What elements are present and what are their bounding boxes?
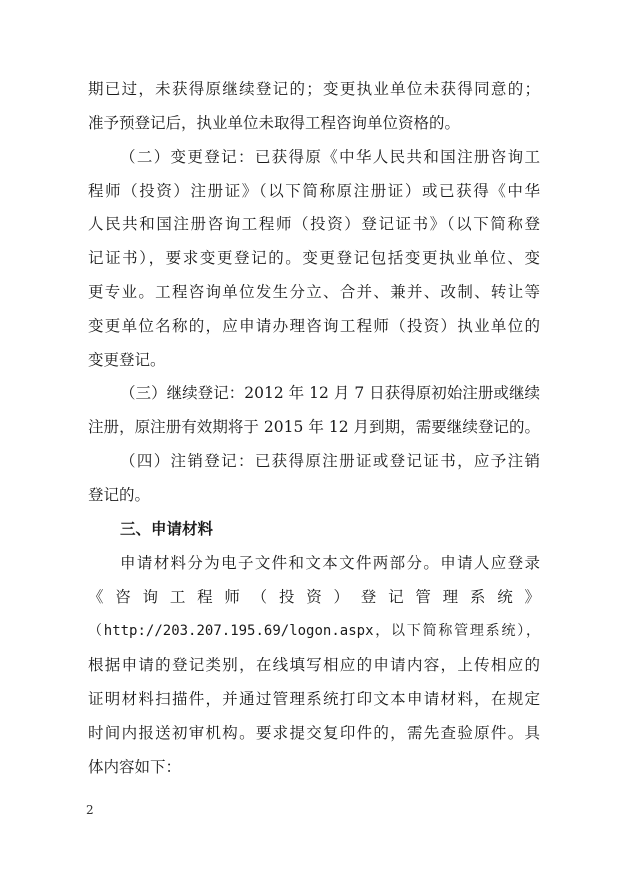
body-line: 体内容如下： [88,758,182,776]
body-line: 注册，原注册有效期将于 2015 年 12 月到期，需要继续登记的。 [88,418,540,436]
section-three-line: （三）继续登记：2012 年 12 月 7 日获得原初始注册或继续 [120,384,540,402]
section-heading: 三、申请材料 [120,520,214,538]
body-line: 登记的。 [88,486,151,504]
page-number: 2 [86,803,94,817]
section-two-line: （二）变更登记：已获得原《中华人民共和国注册咨询工 [120,148,540,166]
body-line: 时间内报送初审机构。要求提交复印件的，需先查验原件。具 [88,724,540,742]
body-line: 申请材料分为电子文件和文本文件两部分。申请人应登录 [120,554,540,572]
body-line: 证明材料扫描件，并通过管理系统打印文本申请材料，在规定 [88,690,540,708]
body-line: 根据申请的登记类别，在线填写相应的申请内容，上传相应的 [88,656,540,674]
body-line: 准予预登记后，执业单位未取得工程咨询单位资格的。 [88,114,461,132]
body-line: 期已过，未获得原继续登记的；变更执业单位未获得同意的； [88,80,540,98]
body-line: 《 咨 询 工 程 师 （ 投 资 ） 登 记 管 理 系 统 》 [88,588,540,606]
body-line: 变更登记。 [88,351,166,369]
body-line: 人民共和国注册咨询工程师（投资）登记证书》（以下简称登 [88,215,540,233]
body-line: 变更单位名称的，应申请办理咨询工程师（投资）执业单位的 [88,317,540,335]
body-line: 记证书），要求变更登记的。变更登记包括变更执业单位、变 [88,249,540,267]
body-line: 更专业。工程咨询单位发生分立、合并、兼并、改制、转让等 [88,283,540,301]
url-line: （http://203.207.195.69/logon.aspx，以下简称管理系统）， [88,623,540,639]
section-four-line: （四）注销登记：已获得原注册证或登记证书，应予注销 [120,452,540,470]
body-line: 程师（投资）注册证》（以下简称原注册证）或已获得《中华 [88,182,540,200]
